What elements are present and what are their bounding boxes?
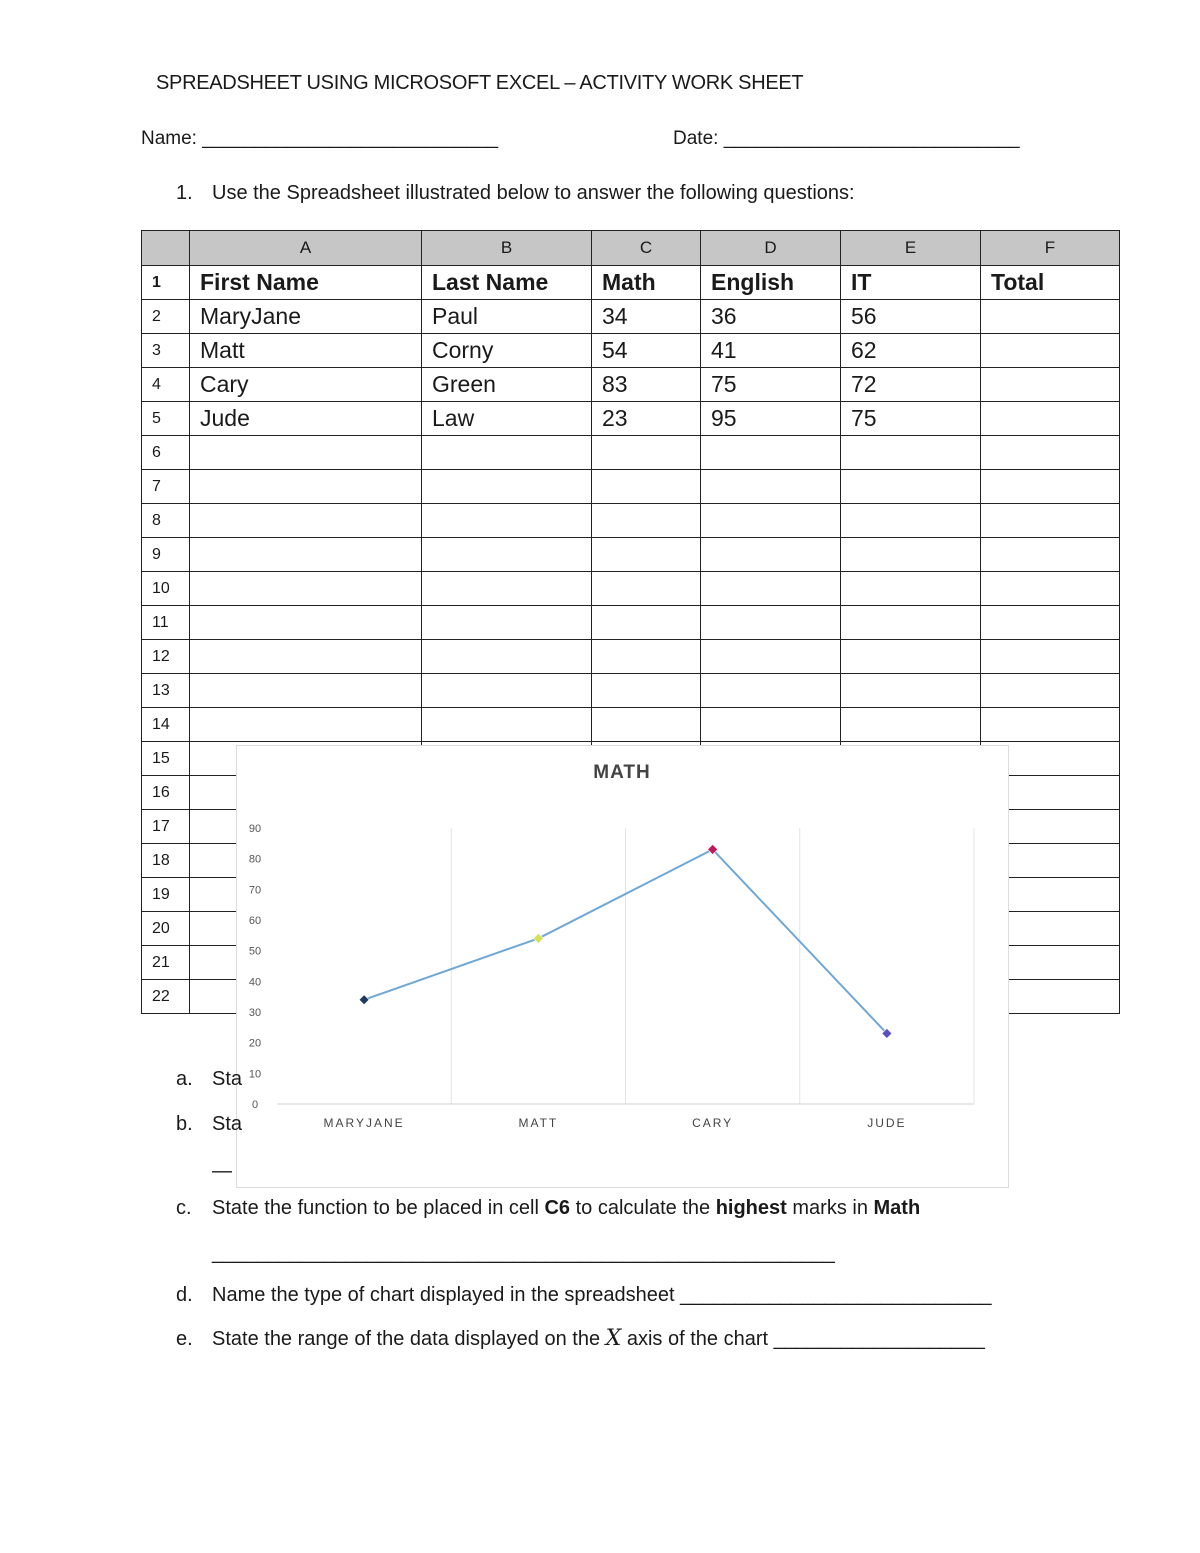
row-number[interactable]: 22 bbox=[142, 980, 190, 1014]
column-header-d[interactable]: D bbox=[701, 231, 841, 266]
spreadsheet-cell[interactable]: 34 bbox=[592, 300, 701, 334]
spreadsheet-cell[interactable] bbox=[841, 606, 981, 640]
row-number[interactable]: 5 bbox=[142, 402, 190, 436]
row-number[interactable]: 9 bbox=[142, 538, 190, 572]
spreadsheet-cell[interactable] bbox=[592, 674, 701, 708]
x-tick-label: JUDE bbox=[867, 1116, 907, 1130]
chart-title: MATH bbox=[593, 762, 651, 783]
spreadsheet-cell[interactable] bbox=[422, 538, 592, 572]
row-number[interactable]: 21 bbox=[142, 946, 190, 980]
table-row bbox=[142, 266, 1120, 300]
row-number[interactable]: 1 bbox=[142, 266, 190, 300]
table-row bbox=[142, 606, 1120, 640]
spreadsheet-cell[interactable] bbox=[592, 538, 701, 572]
spreadsheet-cell[interactable] bbox=[701, 504, 841, 538]
table-row bbox=[142, 640, 1120, 674]
spreadsheet-cell[interactable] bbox=[701, 708, 841, 742]
table-row bbox=[142, 436, 1120, 470]
question-text: State the range of the data displayed on the bbox=[212, 1328, 606, 1350]
cell-math-header[interactable]: Math bbox=[592, 266, 701, 300]
table-row bbox=[142, 708, 1120, 742]
spreadsheet-cell[interactable] bbox=[701, 538, 841, 572]
row-number[interactable]: 4 bbox=[142, 368, 190, 402]
question-text: Sta bbox=[212, 1113, 243, 1135]
spreadsheet-cell[interactable] bbox=[190, 606, 422, 640]
spreadsheet-cell[interactable]: Green bbox=[422, 368, 592, 402]
question-c bbox=[176, 1197, 1076, 1220]
question-letter: a. bbox=[176, 1068, 193, 1090]
table-row bbox=[142, 402, 1120, 436]
column-header-a[interactable]: A bbox=[190, 231, 422, 266]
row-number[interactable]: 6 bbox=[142, 436, 190, 470]
question-e bbox=[176, 1326, 1076, 1351]
spreadsheet-cell[interactable]: 56 bbox=[841, 300, 981, 334]
column-header-b[interactable]: B bbox=[422, 231, 592, 266]
spreadsheet-cell[interactable]: 75 bbox=[701, 368, 841, 402]
spreadsheet-cell[interactable] bbox=[592, 436, 701, 470]
x-tick-label: MARYJANE bbox=[323, 1116, 405, 1130]
y-tick-label: 40 bbox=[248, 976, 262, 989]
spreadsheet-cell[interactable] bbox=[981, 402, 1120, 436]
y-tick-label: 70 bbox=[248, 884, 262, 897]
bold-keyword: highest bbox=[715, 1197, 787, 1219]
row-number[interactable]: 2 bbox=[142, 300, 190, 334]
spreadsheet-cell[interactable] bbox=[701, 470, 841, 504]
row-number[interactable]: 18 bbox=[142, 844, 190, 878]
question-a bbox=[176, 1068, 1076, 1091]
question-text: marks in bbox=[786, 1197, 874, 1219]
question-text: State the function to be placed in cell bbox=[212, 1197, 545, 1219]
question-text: Name the type of chart displayed in the spreadsheet ____________________________ bbox=[212, 1284, 992, 1306]
spreadsheet-cell[interactable] bbox=[422, 504, 592, 538]
y-tick-label: 10 bbox=[248, 1068, 262, 1081]
spreadsheet-cell[interactable] bbox=[592, 640, 701, 674]
spreadsheet-cell[interactable]: Paul bbox=[422, 300, 592, 334]
question-d bbox=[176, 1284, 1076, 1307]
spreadsheet-cell[interactable]: 23 bbox=[592, 402, 701, 436]
spreadsheet-cell[interactable] bbox=[981, 436, 1120, 470]
row-number[interactable]: 20 bbox=[142, 912, 190, 946]
question-number: 1. bbox=[176, 182, 193, 204]
spreadsheet-cell[interactable] bbox=[841, 674, 981, 708]
question-text: to calculate the bbox=[570, 1197, 716, 1219]
spreadsheet-cell[interactable] bbox=[841, 470, 981, 504]
row-number[interactable]: 11 bbox=[142, 606, 190, 640]
cell-total-header[interactable]: Total bbox=[981, 266, 1120, 300]
answer-line-c[interactable]: ________________________________________________________ bbox=[212, 1242, 835, 1264]
spreadsheet-cell[interactable]: 95 bbox=[701, 402, 841, 436]
row-number[interactable]: 17 bbox=[142, 810, 190, 844]
spreadsheet-cell[interactable] bbox=[701, 606, 841, 640]
question-letter: e. bbox=[176, 1328, 193, 1350]
cell-first-name-header[interactable]: First Name bbox=[190, 266, 422, 300]
spreadsheet-cell[interactable] bbox=[422, 674, 592, 708]
y-tick-label: 60 bbox=[248, 915, 262, 927]
spreadsheet-cell[interactable]: 41 bbox=[701, 334, 841, 368]
y-tick-label: 90 bbox=[248, 823, 262, 835]
row-number[interactable]: 15 bbox=[142, 742, 190, 776]
question-letter: c. bbox=[176, 1197, 192, 1219]
spreadsheet-cell[interactable] bbox=[701, 572, 841, 606]
bold-subject: Math bbox=[873, 1197, 921, 1219]
spreadsheet-cell[interactable] bbox=[190, 640, 422, 674]
spreadsheet-cell[interactable] bbox=[981, 572, 1120, 606]
spreadsheet-cell[interactable] bbox=[701, 674, 841, 708]
question-letter: d. bbox=[176, 1284, 193, 1306]
spreadsheet-cell[interactable] bbox=[592, 470, 701, 504]
worksheet-title: SPREADSHEET USING MICROSOFT EXCEL – ACTIVITY WORK SHEET bbox=[156, 72, 804, 94]
spreadsheet-cell[interactable] bbox=[422, 606, 592, 640]
spreadsheet-cell[interactable] bbox=[190, 436, 422, 470]
spreadsheet-cell[interactable] bbox=[981, 674, 1120, 708]
spreadsheet-cell[interactable]: Matt bbox=[190, 334, 422, 368]
spreadsheet-cell[interactable]: Jude bbox=[190, 402, 422, 436]
table-row bbox=[142, 504, 1120, 538]
spreadsheet-cell[interactable] bbox=[981, 640, 1120, 674]
row-number[interactable]: 7 bbox=[142, 470, 190, 504]
spreadsheet-cell[interactable]: 36 bbox=[701, 300, 841, 334]
spreadsheet-cell[interactable] bbox=[981, 504, 1120, 538]
spreadsheet-cell[interactable] bbox=[422, 470, 592, 504]
question-b bbox=[176, 1113, 1076, 1136]
question-letter: b. bbox=[176, 1113, 193, 1135]
spreadsheet-cell[interactable] bbox=[190, 708, 422, 742]
row-number[interactable]: 8 bbox=[142, 504, 190, 538]
date-field[interactable]: Date: ____________________________ bbox=[673, 128, 1020, 149]
spreadsheet-cell[interactable] bbox=[841, 572, 981, 606]
corner-cell[interactable] bbox=[142, 231, 190, 266]
cell-it-header[interactable]: IT bbox=[841, 266, 981, 300]
table-row bbox=[142, 300, 1120, 334]
spreadsheet-cell[interactable] bbox=[981, 708, 1120, 742]
spreadsheet-cell[interactable] bbox=[422, 708, 592, 742]
spreadsheet-cell[interactable] bbox=[841, 504, 981, 538]
spreadsheet-cell[interactable] bbox=[592, 708, 701, 742]
spreadsheet-cell[interactable] bbox=[841, 708, 981, 742]
spreadsheet-cell[interactable] bbox=[422, 640, 592, 674]
row-number[interactable]: 3 bbox=[142, 334, 190, 368]
spreadsheet-cell[interactable] bbox=[981, 334, 1120, 368]
row-number[interactable]: 19 bbox=[142, 878, 190, 912]
spreadsheet-cell[interactable]: Corny bbox=[422, 334, 592, 368]
table-row bbox=[142, 470, 1120, 504]
data-point bbox=[359, 995, 369, 1005]
y-tick-label: 50 bbox=[248, 945, 262, 958]
cell-english-header[interactable]: English bbox=[701, 266, 841, 300]
table-row bbox=[142, 334, 1120, 368]
row-number[interactable]: 16 bbox=[142, 776, 190, 810]
spreadsheet-cell[interactable]: 72 bbox=[841, 368, 981, 402]
spreadsheet-cell[interactable] bbox=[981, 300, 1120, 334]
spreadsheet-cell[interactable] bbox=[190, 470, 422, 504]
question-text: Use the Spreadsheet illustrated below to answer the following questions: bbox=[212, 182, 855, 204]
question-1 bbox=[176, 182, 855, 205]
cell-last-name-header[interactable]: Last Name bbox=[422, 266, 592, 300]
y-tick-label: 80 bbox=[248, 853, 262, 866]
spreadsheet-cell[interactable] bbox=[190, 674, 422, 708]
row-number[interactable]: 12 bbox=[142, 640, 190, 674]
question-text: axis of the chart ___________________ bbox=[621, 1328, 985, 1350]
spreadsheet-cell[interactable] bbox=[841, 538, 981, 572]
spreadsheet-cell[interactable]: Law bbox=[422, 402, 592, 436]
x-tick-label: CARY bbox=[692, 1116, 734, 1130]
column-header-row bbox=[142, 231, 1120, 266]
spreadsheet-cell[interactable]: 62 bbox=[841, 334, 981, 368]
spreadsheet-cell[interactable]: 54 bbox=[592, 334, 701, 368]
column-header-e[interactable]: E bbox=[841, 231, 981, 266]
spreadsheet-cell[interactable]: Cary bbox=[190, 368, 422, 402]
row-number[interactable]: 14 bbox=[142, 708, 190, 742]
data-point bbox=[533, 933, 543, 943]
x-tick-label: MATT bbox=[518, 1116, 559, 1130]
y-tick-label: 0 bbox=[251, 1099, 259, 1111]
x-axis-symbol: X bbox=[605, 1326, 622, 1351]
table-row bbox=[142, 572, 1120, 606]
column-header-c[interactable]: C bbox=[592, 231, 701, 266]
spreadsheet-cell[interactable] bbox=[592, 504, 701, 538]
spreadsheet-cell[interactable] bbox=[841, 640, 981, 674]
spreadsheet-cell[interactable] bbox=[981, 538, 1120, 572]
spreadsheet-cell[interactable] bbox=[841, 436, 981, 470]
spreadsheet-cell[interactable] bbox=[592, 572, 701, 606]
spreadsheet-cell[interactable] bbox=[422, 572, 592, 606]
spreadsheet-cell[interactable] bbox=[592, 606, 701, 640]
column-header-f[interactable]: F bbox=[981, 231, 1120, 266]
bold-cell-ref: C6 bbox=[544, 1197, 571, 1219]
y-tick-label: 20 bbox=[248, 1037, 262, 1050]
spreadsheet-cell[interactable] bbox=[422, 436, 592, 470]
spreadsheet-cell[interactable]: 75 bbox=[841, 402, 981, 436]
answer-line-b[interactable]: — bbox=[212, 1160, 232, 1182]
spreadsheet-cell[interactable]: 83 bbox=[592, 368, 701, 402]
row-number[interactable]: 10 bbox=[142, 572, 190, 606]
name-field[interactable]: Name: ____________________________ bbox=[141, 128, 499, 149]
spreadsheet-cell[interactable] bbox=[190, 572, 422, 606]
y-tick-label: 30 bbox=[248, 1007, 262, 1019]
spreadsheet-cell[interactable] bbox=[981, 470, 1120, 504]
spreadsheet-cell[interactable] bbox=[190, 538, 422, 572]
table-row bbox=[142, 368, 1120, 402]
row-number[interactable]: 13 bbox=[142, 674, 190, 708]
spreadsheet-cell[interactable] bbox=[701, 640, 841, 674]
question-text: Sta bbox=[212, 1068, 243, 1090]
spreadsheet-cell[interactable] bbox=[981, 606, 1120, 640]
spreadsheet-cell[interactable] bbox=[701, 436, 841, 470]
spreadsheet-cell[interactable]: MaryJane bbox=[190, 300, 422, 334]
table-row bbox=[142, 674, 1120, 708]
spreadsheet-cell[interactable] bbox=[981, 368, 1120, 402]
spreadsheet-cell[interactable] bbox=[190, 504, 422, 538]
table-row bbox=[142, 538, 1120, 572]
